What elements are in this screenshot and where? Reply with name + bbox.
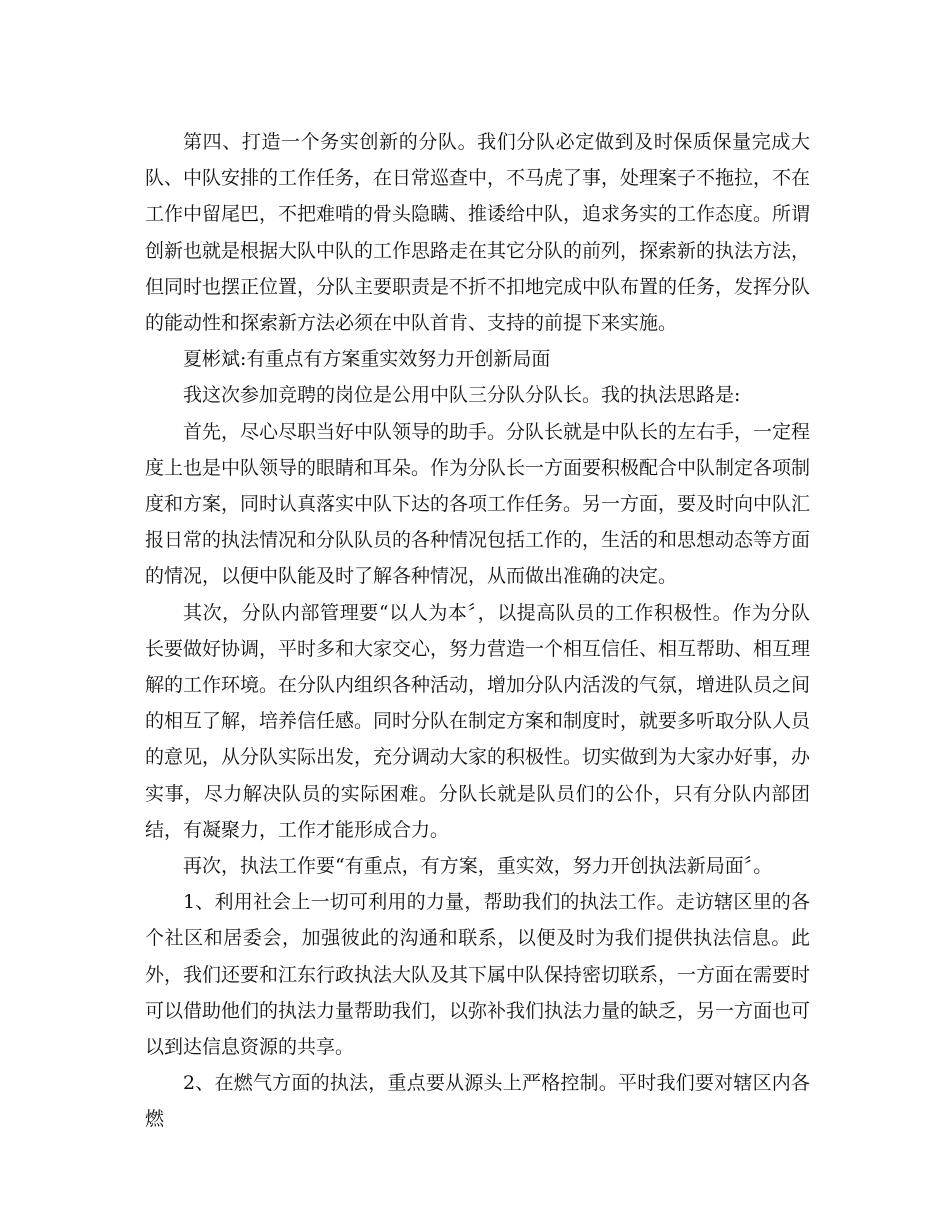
paragraph-second-point: 其次，分队内部管理要“以人为本〞，以提高队员的工作积极性。作为分队长要做好协调，平时多和大家交心，努力营造一个相互信任、相互帮助、相互理解的工作环境。在分队内组织各种活动，增加分队内活泼的气氛，增进队员之间的相互了解，培养信任感。同时分队在制定方案和制度时，就要多听取分队人员的意见，从分队实际出发，充分调动大家的积极性。切实做到为大家办好事，办实事，尽力解决队员的实际困难。分队长就是队员们的公仆，只有分队内部团结，有凝聚力，工作才能形成合力。	[145, 601, 811, 841]
paragraph-item-1: 1、利用社会上一切可利用的力量，帮助我们的执法工作。走访辖区里的各个社区和居委会，加强彼此的沟通和联系，以便及时为我们提供执法信息。此外，我们还要和江东行政执法大队及其下属中队保持密切联系，一方面在需要时可以借助他们的执法力量帮助我们，以弥补我们执法力量的缺乏，另一方面也可以到达信息资源的共享。	[145, 891, 811, 1059]
document-body	[145, 124, 810, 1138]
paragraph-team-innovation: 第四、打造一个务实创新的分队。我们分队必定做到及时保质保量完成大队、中队安排的工作任务，在日常巡查中，不马虎了事，处理案子不拖拉，不在工作中留尾巴，不把难啃的骨头隐瞒、推诿给中队，追求务实的工作态度。所谓创新也就是根据大队中队的工作思路走在其它分队的前列，探索新的执法方法，但同时也摆正位置，分队主要职责是不折不扣地完成中队布置的任务，发挥分队的能动性和探索新方法必须在中队首肯、支持的前提下来实施。	[145, 131, 811, 335]
paragraph-third-point: 再次，执法工作要“有重点，有方案，重实效，努力开创执法新局面〞。	[183, 855, 773, 878]
paragraph-first-point: 首先，尽心尽职当好中队领导的助手。分队长就是中队长的左右手，一定程度上也是中队领导的眼睛和耳朵。作为分队长一方面要积极配合中队制定各项制度和方案，同时认真落实中队下达的各项工作任务。另一方面，要及时向中队汇报日常的执法情况和分队队员的各种情况包括工作的，生活的和思想动态等方面的情况，以便中队能及时了解各种情况，从而做出准确的决定。	[145, 420, 811, 588]
paragraph-item-2: 2、在燃气方面的执法，重点要从源头上严格控制。平时我们要对辖区内各燃	[145, 1072, 810, 1131]
paragraph-candidate-heading: 夏彬斌:有重点有方案重实效努力开创新局面	[183, 348, 551, 371]
paragraph-position-intro: 我这次参加竞聘的岗位是公用中队三分队分队长。我的执法思路是:	[183, 384, 741, 407]
